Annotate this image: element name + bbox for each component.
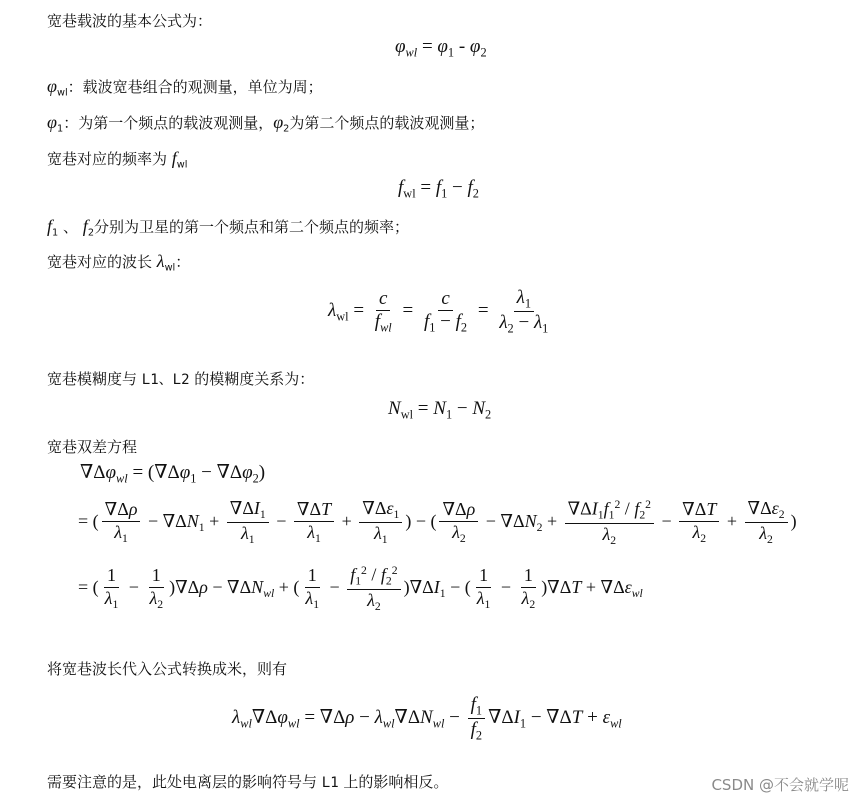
text-meters-intro: 将宽巷波长代入公式转换成米，则有 xyxy=(47,660,288,678)
text-ionosphere-note: 需要注意的是，此处电离层的影响符号与 L1 上的影响相反。 xyxy=(47,773,449,791)
formula-dd-line-2: = ( $\frac{\nabla\Delta\rho}{\lambda_1}$ − $\nabla\Delta N_1$ + $\frac{\nabla\Delta I_1}{\lambda_1}$ − $\frac{\nabla\Delta T}{\lambda_1}$ + $\frac{\nabla\Delta\varepsilon_1}{\lambda_1}$ ) − ( $\frac{\nabla\Delta\rho}{\lambda_2}$ − $\nabla\Delta N_2$ + $\frac{\nabla\Delta I_1f_1^2 / f_2^2}{\lambda_2}$ − $\frac{\nabla\Delta T}{\lambda_2}$ + $\frac{\nabla\Delta\varepsilon_2}{\lambda_2}$ ) xyxy=(78,498,797,547)
formula-wl-ambiguity: $N_{wl} = N_1 - N_2$ xyxy=(388,398,492,422)
formula-wl-wavelength: $\lambda_{wl}$ = $\frac{c}{f_{wl}}$ = $\frac{c}{f_1 - f_2}$ = $\frac{\lambda_1}{\lambda_2 - \lambda_1}$ xyxy=(328,287,549,336)
text-freq-intro: 宽巷对应的频率为 $f_{wl}$ xyxy=(47,148,188,171)
formula-wl-freq: $f_{wl} = f_1 - f_2$ xyxy=(398,177,479,201)
text-intro: 宽巷载波的基本公式为： xyxy=(47,12,213,30)
text-f1-f2-def: $f_1$ 、 $f_2$分别为卫星的第一个频点和第二个频点的频率； xyxy=(47,216,410,239)
csdn-watermark: CSDN @不会就学呢 xyxy=(711,776,849,794)
text-ambiguity-intro: 宽巷模糊度与 L1、L2 的模糊度关系为： xyxy=(47,370,315,388)
text-phi1-phi2-def: $\varphi_1$：为第一个频点的载波观测量，$\varphi_2$为第二个频点的载波观测量； xyxy=(47,112,485,135)
formula-wl-phase: $\varphi_{wl} = \varphi_1 - \varphi_2$ xyxy=(395,36,487,60)
text-phi-wl-def: $\varphi_{wl}$：载波宽巷组合的观测量，单位为周； xyxy=(47,76,323,99)
formula-dd-line-1: $\nabla\Delta\varphi_{wl} = (\nabla\Delta\varphi_1 - \nabla\Delta\varphi_2)$ xyxy=(80,462,266,486)
text-dd-equation-heading: 宽巷双差方程 xyxy=(47,438,138,456)
formula-wl-meters: $\lambda_{wl}\nabla\Delta\varphi_{wl} = \nabla\Delta\rho - \lambda_{wl}\nabla\Delta N_{wl}$ − $\frac{f_1}{f_2}$ $\nabla\Delta I_1 - \nabla\Delta T + \varepsilon_{wl}$ xyxy=(232,694,622,743)
formula-dd-line-3: = ( $\frac{1}{\lambda_1}$ − $\frac{1}{\lambda_2}$ )$\nabla\Delta\rho - \nabla\Delta N_{wl}$ + ( $\frac{1}{\lambda_1}$ − $\frac{f_1^2 / f_2^2}{\lambda_2}$ )$\nabla\Delta I_1$ − ( $\frac{1}{\lambda_1}$ − $\frac{1}{\lambda_2}$ )$\nabla\Delta T + \nabla\Delta\varepsilon_{wl}$ xyxy=(78,564,643,613)
text-wavelength-intro: 宽巷对应的波长 $\lambda_{wl}$： xyxy=(47,251,191,274)
